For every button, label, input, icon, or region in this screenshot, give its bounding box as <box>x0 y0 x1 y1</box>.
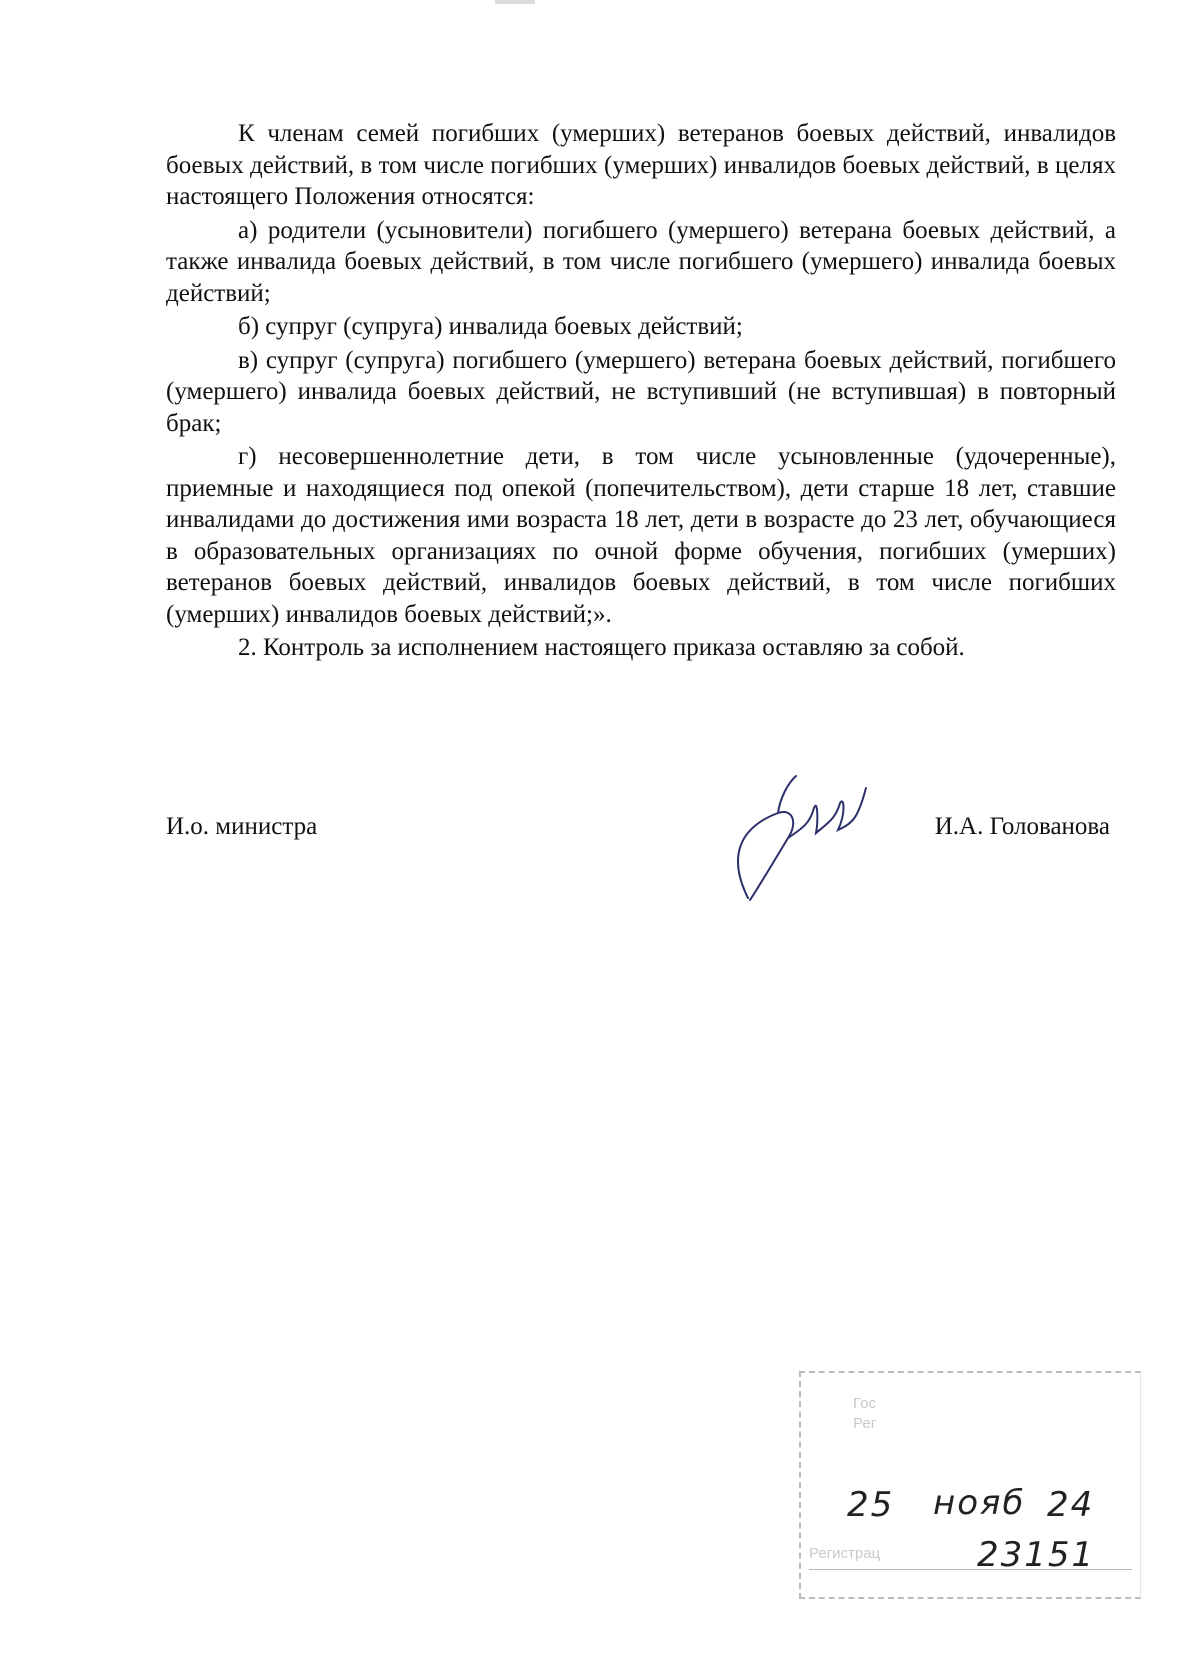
handwritten-signature <box>718 768 868 908</box>
stamp-faint-footer: Регистрац <box>809 1545 881 1562</box>
stamp-date-year: 24 <box>1047 1485 1095 1525</box>
signatory-position: И.о. министра <box>166 813 318 840</box>
scan-artifact <box>495 0 535 4</box>
paragraph-item-g: г) несовершеннолетние дети, в том числе усыновленные (удочеренные), приемные и находящиеся под опекой (попечительством), дети старше 18 лет, ставшие инвалидами до достижения ими возраста 18 лет, дети в возрасте до 23 лет, обучающиеся в образовательных организациях по очной форме обучения, погибших (умерших) ветеранов боевых действий, инвалидов боевых действий, в том числе погибших (умерших) инвалидов боевых действий;». <box>166 443 1116 628</box>
stamp-date-day: 25 <box>847 1485 895 1525</box>
stamp-registration-number: 23151 <box>977 1535 1096 1575</box>
signature-row <box>166 813 1116 853</box>
paragraph-item-b: б) супруг (супруга) инвалида боевых действий; <box>238 313 743 340</box>
stamp-date-month: нояб <box>933 1483 1026 1523</box>
signatory-name: И.А. Голованова <box>934 813 1110 840</box>
stamp-faint-line-2: Рег <box>853 1415 877 1432</box>
registration-stamp <box>799 1371 1141 1599</box>
paragraph-intro: К членам семей погибших (умерших) ветеранов боевых действий, инвалидов боевых действий, в том числе погибших (умерших) инвалидов боевых действий, в целях настоящего Положения относятся: <box>166 120 1116 210</box>
stamp-faint-line-1: Гос <box>853 1395 876 1412</box>
paragraph-item-v: в) супруг (супруга) погибшего (умершего) ветерана боевых действий, погибшего (умершего) инвалида боевых действий, не вступивший (не вступившая) в повторный брак; <box>166 346 1116 437</box>
paragraph-item-a: а) родители (усыновители) погибшего (умершего) ветерана боевых действий, а также инвалида боевых действий, в том числе погибшего (умершего) инвалида боевых действий; <box>166 216 1116 307</box>
paragraph-control-clause: 2. Контроль за исполнением настоящего приказа оставляю за собой. <box>238 634 965 661</box>
document-body <box>166 118 1116 664</box>
